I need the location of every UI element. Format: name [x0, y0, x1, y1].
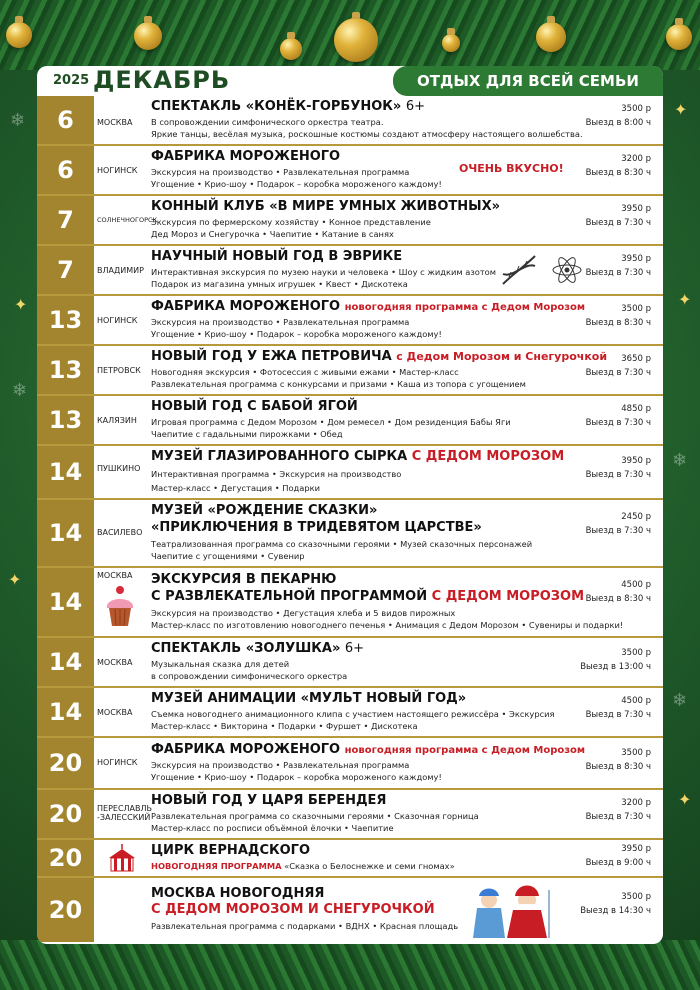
- event-title: ФАБРИКА МОРОЖЕНОГО новогодняя программа с Дедом Морозом: [151, 742, 586, 757]
- event-row: [37, 446, 663, 500]
- event-city: СОЛНЕЧНОГОРСК: [97, 216, 158, 224]
- event-price: 2450 р Выезд в 7:30 ч: [585, 512, 651, 536]
- event-description: В сопровождении симфонического оркестра театра. Яркие танцы, весёлая музыка, роскошные костюмы создают атмосферу настоящего волшебства.: [151, 117, 583, 139]
- event-day: 13: [37, 296, 94, 344]
- event-price: 4850 р Выезд в 7:30 ч: [585, 404, 651, 428]
- event-row: [37, 396, 663, 446]
- event-day: 13: [37, 396, 94, 444]
- ornament-ball-icon: [280, 38, 302, 60]
- event-description: Экскурсия по фермерскому хозяйству • Конное представление Дед Мороз и Снегурочка • Чаепитие • Катание в санях: [151, 217, 431, 239]
- event-title: ЦИРК ВЕРНАДСКОГО: [151, 843, 311, 858]
- event-price: 3950 р Выезд в 7:30 ч: [585, 254, 651, 278]
- event-price: 4500 р Выезд в 7:30 ч: [585, 696, 651, 720]
- event-row: [37, 638, 663, 688]
- year-label: 2025: [53, 73, 90, 88]
- subtitle-banner: ОТДЫХ ДЛЯ ВСЕЙ СЕМЬИ: [393, 66, 663, 96]
- event-description: Экскурсия на производство • Дегустация хлеба и 5 видов пирожных Мастер-класс по изготовлению новогоднего печенья • Анимация с Дедом Морозом • Сувениры и подарки!: [151, 608, 624, 630]
- event-city: МОСКВА: [97, 708, 133, 717]
- event-description: Экскурсия на производство • Развлекательная программа Угощение • Крио-шоу • Подарок – коробка мороженого каждому!: [151, 760, 442, 782]
- star-icon: ✦: [8, 570, 22, 589]
- event-description: Экскурсия на производство • Развлекательная программа Угощение • Крио-шоу • Подарок – коробка мороженого каждому!: [151, 317, 442, 339]
- cupcake-icon: [103, 584, 137, 628]
- snowflake-icon: ❄: [10, 110, 26, 131]
- event-price: 3950 р Выезд в 7:30 ч: [585, 456, 651, 480]
- event-description: Экскурсия на производство • Развлекательная программа Угощение • Крио-шоу • Подарок – коробка мороженого каждому!: [151, 167, 442, 189]
- event-title: МУЗЕЙ ГЛАЗИРОВАННОГО СЫРКА С ДЕДОМ МОРОЗОМ: [151, 449, 565, 464]
- event-title: ФАБРИКА МОРОЖЕНОГО: [151, 149, 341, 164]
- event-row: [37, 500, 663, 568]
- star-icon: ✦: [14, 295, 28, 314]
- event-day: 14: [37, 568, 94, 636]
- event-description: Музыкальная сказка для детей в сопровождении симфонического оркестра: [151, 659, 348, 681]
- event-description: НОВОГОДНЯЯ ПРОГРАММА «Сказка о Белоснежке и семи гномах»: [151, 861, 455, 871]
- event-price: 3650 р Выезд в 7:30 ч: [585, 354, 651, 378]
- event-row: [37, 688, 663, 738]
- event-day: 20: [37, 738, 94, 788]
- event-row: [37, 878, 663, 942]
- event-day: 20: [37, 790, 94, 838]
- event-title: НОВЫЙ ГОД У ЕЖА ПЕТРОВИЧА с Дедом Морозом и Снегурочкой: [151, 349, 608, 364]
- event-row: [37, 296, 663, 346]
- dna-icon: [499, 252, 539, 288]
- event-price: 3950 р Выезд в 9:00 ч: [585, 844, 651, 868]
- event-description: Игровая программа с Дедом Морозом • Дом ремесел • Дом резиденция Бабы Яги Чаепитие с гадальными пирожками • Обед: [151, 417, 511, 439]
- event-price: 3200 р Выезд в 7:30 ч: [585, 798, 651, 822]
- event-title: СПЕКТАКЛЬ «КОНЁК-ГОРБУНОК» 6+: [151, 99, 426, 114]
- event-description: Интерактивная программа • Экскурсия на производство Мастер-класс • Дегустация • Подарки: [151, 469, 402, 493]
- event-title: НОВЫЙ ГОД С БАБОЙ ЯГОЙ: [151, 399, 358, 414]
- event-day: 6: [37, 96, 94, 144]
- event-day: 7: [37, 196, 94, 244]
- event-price: 3500 р Выезд в 8:30 ч: [585, 304, 651, 328]
- event-city: НОГИНСК: [97, 758, 138, 767]
- event-title: НАУЧНЫЙ НОВЫЙ ГОД В ЭВРИКЕ: [151, 249, 403, 264]
- event-city: КАЛЯЗИН: [97, 416, 137, 425]
- event-price: 3200 р Выезд в 8:30 ч: [585, 154, 651, 178]
- event-description: Съемка новогоднего анимационного клипа с участием настоящего режиссёра • Экскурсия Мастер-класс • Викторина • Подарки • Фуршет • Дискотека: [151, 709, 555, 731]
- event-day: 14: [37, 446, 94, 498]
- event-title-line2: С ДЕДОМ МОРОЗОМ И СНЕГУРОЧКОЙ: [151, 902, 435, 917]
- star-icon: ✦: [678, 790, 692, 809]
- event-note: ОЧЕНЬ ВКУСНО!: [459, 162, 564, 175]
- event-title: НОВЫЙ ГОД У ЦАРЯ БЕРЕНДЕЯ: [151, 793, 387, 808]
- event-description: Развлекательная программа со сказочными героями • Сказочная горница Мастер-класс по росписи объёмной ёлочки • Чаепитие: [151, 811, 479, 833]
- event-day: 20: [37, 840, 94, 876]
- event-description: Новогодняя экскурсия • Фотосессия с живыми ежами • Мастер-класс Развлекательная программа с конкурсами и призами • Каша из топора с угощением: [151, 367, 526, 389]
- event-title: ФАБРИКА МОРОЖЕНОГО новогодняя программа с Дедом Морозом: [151, 299, 586, 314]
- event-description: Развлекательная программа с подарками • ВДНХ • Красная площадь: [151, 921, 459, 931]
- event-price: 3950 р Выезд в 7:30 ч: [585, 204, 651, 228]
- star-icon: ✦: [678, 290, 692, 309]
- event-price: 3500 р Выезд в 14:30 ч: [580, 892, 651, 916]
- event-price: 3500 р Выезд в 8:30 ч: [585, 748, 651, 772]
- event-title: СПЕКТАКЛЬ «ЗОЛУШКА» 6+: [151, 641, 365, 656]
- event-day: 14: [37, 638, 94, 686]
- event-title-line2: «ПРИКЛЮЧЕНИЯ В ТРИДЕВЯТОМ ЦАРСТВЕ»: [151, 520, 482, 535]
- snowflake-icon: ❄: [672, 690, 688, 711]
- event-title: КОННЫЙ КЛУБ «В МИРЕ УМНЫХ ЖИВОТНЫХ»: [151, 199, 501, 214]
- event-row: [37, 96, 663, 146]
- event-title: ЭКСКУРСИЯ В ПЕКАРНЮ: [151, 572, 337, 587]
- event-row: [37, 246, 663, 296]
- santa-snow-maiden-icon: [467, 880, 557, 940]
- atom-icon: [551, 254, 583, 286]
- event-price: 4500 р Выезд в 8:30 ч: [585, 580, 651, 604]
- schedule-panel: [37, 66, 663, 944]
- circus-tent-icon: [107, 844, 137, 872]
- ornament-ball-icon: [334, 18, 378, 62]
- event-row: [37, 840, 663, 878]
- event-city: МОСКВА: [97, 118, 133, 127]
- panel-header: [37, 66, 663, 96]
- event-day: 13: [37, 346, 94, 394]
- event-day: 20: [37, 878, 94, 942]
- ornament-ball-icon: [536, 22, 566, 52]
- snowflake-icon: ❄: [12, 380, 28, 401]
- event-city: НОГИНСК: [97, 166, 138, 175]
- event-day: 14: [37, 500, 94, 566]
- event-city: МОСКВА: [97, 571, 133, 580]
- event-city: ВАСИЛЕВО: [97, 528, 143, 537]
- ornament-ball-icon: [442, 34, 460, 52]
- event-row: [37, 196, 663, 246]
- fir-garland-bottom: [0, 940, 700, 990]
- event-day: 14: [37, 688, 94, 736]
- event-price: 3500 р Выезд в 13:00 ч: [580, 648, 651, 672]
- month-title: ДЕКАБРЬ: [93, 66, 231, 94]
- event-city: МОСКВА: [97, 658, 133, 667]
- event-title: МУЗЕЙ «РОЖДЕНИЕ СКАЗКИ»: [151, 503, 378, 518]
- event-day: 7: [37, 246, 94, 294]
- event-city: ВЛАДИМИР: [97, 266, 144, 275]
- snowflake-icon: ❄: [672, 450, 688, 471]
- event-city: ПЕТРОВСК: [97, 366, 141, 375]
- event-title: МОСКВА НОВОГОДНЯЯ: [151, 886, 325, 901]
- event-title: МУЗЕЙ АНИМАЦИИ «МУЛЬТ НОВЫЙ ГОД»: [151, 691, 467, 706]
- event-city: НОГИНСК: [97, 316, 138, 325]
- event-price: 3500 р Выезд в 8:00 ч: [585, 104, 651, 128]
- event-description: Интерактивная экскурсия по музею науки и человека • Шоу с жидким азотом Подарок из магазина умных игрушек • Квест • Дискотека: [151, 267, 496, 289]
- event-city: ПУШКИНО: [97, 464, 141, 473]
- star-icon: ✦: [674, 100, 688, 119]
- event-city: ПЕРЕСЛАВЛЬ -ЗАЛЕССКИЙ: [97, 804, 153, 822]
- event-description: Театрализованная программа со сказочными героями • Музей сказочных персонажей Чаепитие с угощениями • Сувенир: [151, 539, 533, 561]
- event-row: [37, 146, 663, 196]
- event-title-line2: С РАЗВЛЕКАТЕЛЬНОЙ ПРОГРАММОЙ С ДЕДОМ МОРОЗОМ: [151, 589, 585, 604]
- ornament-ball-icon: [666, 24, 692, 50]
- event-row: [37, 738, 663, 790]
- ornament-ball-icon: [134, 22, 162, 50]
- event-day: 6: [37, 146, 94, 194]
- ornament-ball-icon: [6, 22, 32, 48]
- event-row: [37, 790, 663, 840]
- event-row: [37, 568, 663, 638]
- event-row: [37, 346, 663, 396]
